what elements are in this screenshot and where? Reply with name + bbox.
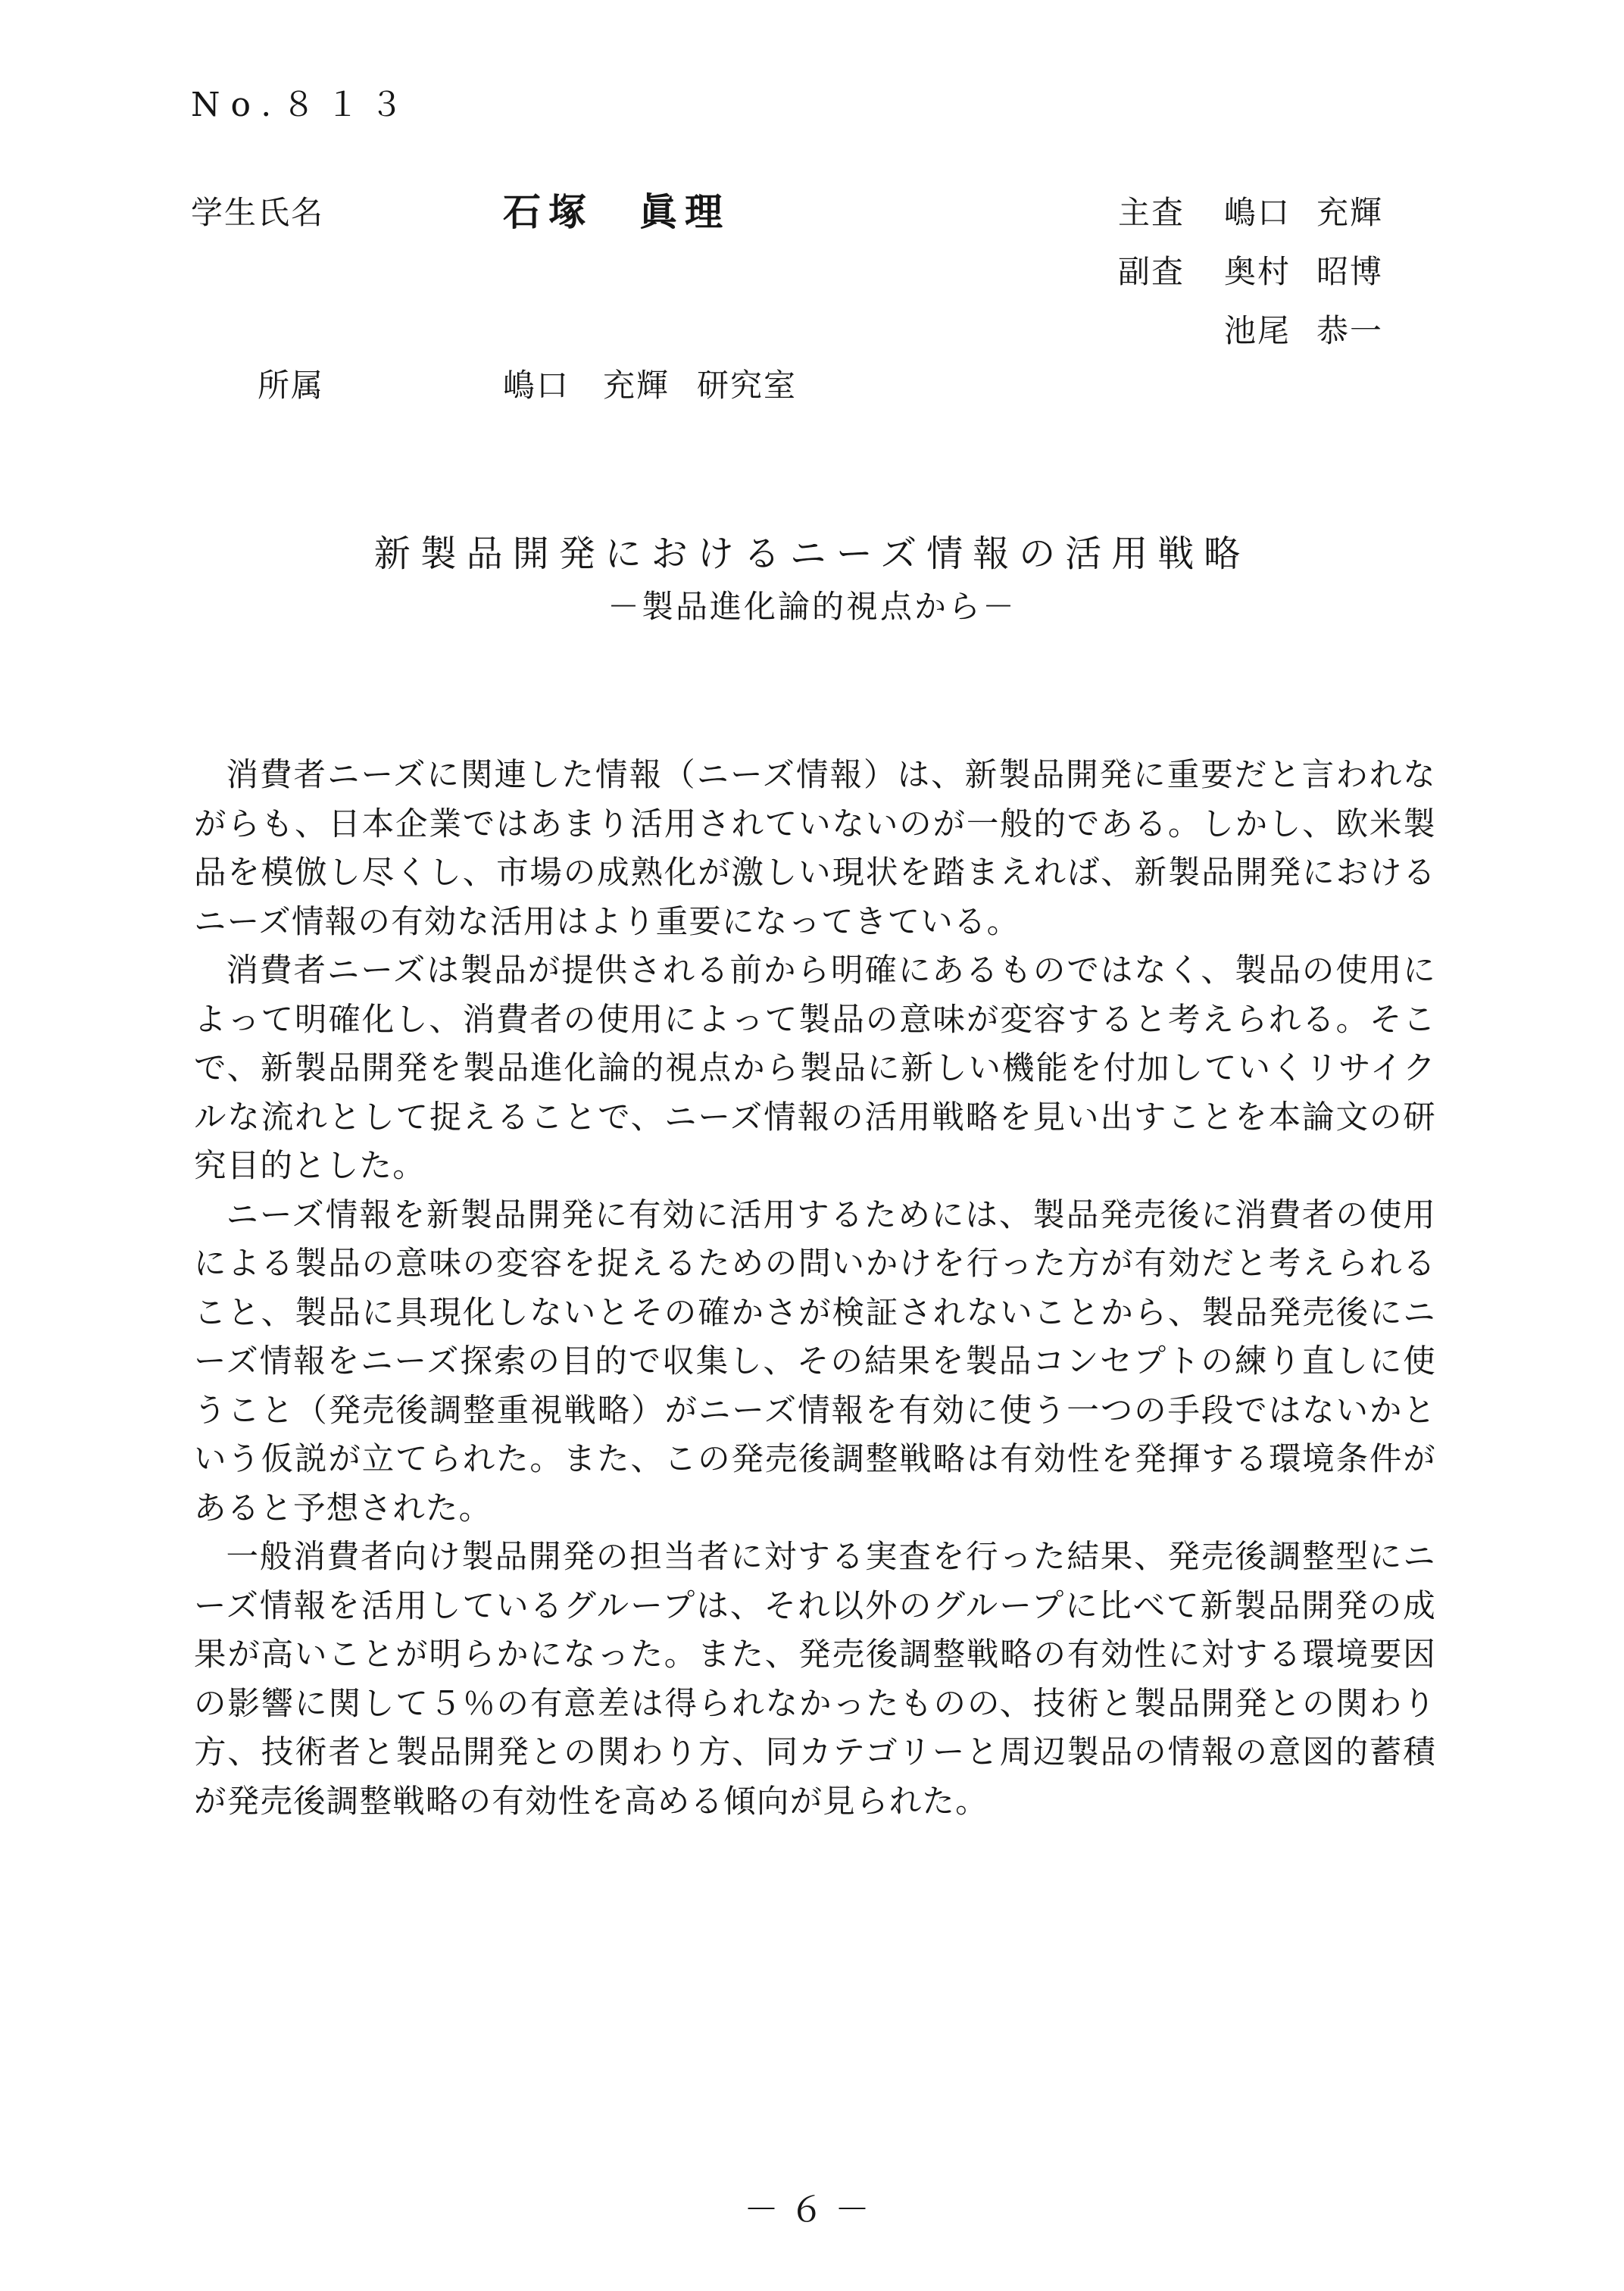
affiliation-value <box>503 361 797 406</box>
abstract-paragraph: 消費者ニーズに関連した情報（ニーズ情報）は、新製品開発に重要だと言われながらも、日本企業ではあまり活用されていないのが一般的である。しかし、欧米製品を模倣し尽くし、市場の成熟化が激しい現状を踏まえれば、新製品開発におけるニーズ情報の有効な活用はより重要になってきている。 <box>194 757 1436 941</box>
page-number: －６－ <box>744 2189 880 2230</box>
examiner-name <box>1224 247 1383 292</box>
abstract-paragraph: 一般消費者向け製品開発の担当者に対する実査を行った結果、発売後調整型にニーズ情報を活用しているグループは、それ以外のグループに比べて新製品開発の成果が高いことが明らかになった。また、発売後調整戦略の有効性に対する環境要因の影響に関して５％の有意差は得られなかったものの、技術と製品開発との関わり方、技術者と製品開発との関わり方、同カテゴリーと周辺製品の情報の意図的蓄積が発売後調整戦略の有効性を高める傾向が見られた。 <box>194 1539 1436 1821</box>
abstract-body <box>194 752 1436 1827</box>
examiner-row <box>1118 188 1436 247</box>
thesis-title: 新製品開発におけるニーズ情報の活用戦略 <box>373 533 1251 575</box>
student-family-name: 石塚 <box>503 189 594 234</box>
examiner-family-name: 池尾 <box>1224 312 1291 349</box>
examiner-name <box>1224 188 1383 233</box>
document-number: No.８１３ <box>191 86 414 124</box>
abstract-paragraph: 消費者ニーズは製品が提供される前から明確にあるものではなく、製品の使用によって明確化し、消費者の使用によって製品の意味が変容すると考えられる。そこで、新製品開発を製品進化論的視点から製品に新しい機能を付加していくリサイクルな流れとして捉えることで、ニーズ情報の活用戦略を見い出すことを本論文の研究目的とした。 <box>194 952 1436 1185</box>
student-name <box>503 182 730 236</box>
student-name-label: 学生氏名 <box>191 194 325 231</box>
examiner-given-name: 恭一 <box>1316 312 1384 349</box>
examiner-role: 主査 <box>1118 194 1185 231</box>
examiner-given-name: 昭博 <box>1316 253 1384 290</box>
examiner-family-name: 嶋口 <box>1224 194 1291 231</box>
affiliation-label: 所属 <box>258 367 325 404</box>
examiner-role: 副査 <box>1118 253 1185 290</box>
affiliation-lab: 研究室 <box>697 367 798 404</box>
affiliation-professor: 嶋口 充輝 <box>503 367 670 404</box>
student-given-name: 眞理 <box>639 189 730 234</box>
examiner-given-name: 充輝 <box>1316 194 1384 231</box>
examiner-list <box>1118 188 1436 365</box>
examiner-row <box>1118 306 1436 365</box>
examiner-family-name: 奥村 <box>1224 253 1291 290</box>
abstract-paragraph: ニーズ情報を新製品開発に有効に活用するためには、製品発売後に消費者の使用による製品の意味の変容を捉えるための問いかけを行った方が有効だと考えられること、製品に具現化しないとその確かさが検証されないことから、製品発売後にニーズ情報をニーズ探索の目的で収集し、その結果を製品コンセプトの練り直しに使うこと（発売後調整重視戦略）がニーズ情報を有効に使う一つの手段ではないかという仮説が立てられた。また、この発売後調整戦略は有効性を発揮する環境条件があると予想された。 <box>194 1196 1436 1527</box>
examiner-row <box>1118 247 1436 306</box>
thesis-subtitle: －製品進化論的視点から－ <box>607 588 1017 625</box>
examiner-name <box>1224 306 1383 352</box>
